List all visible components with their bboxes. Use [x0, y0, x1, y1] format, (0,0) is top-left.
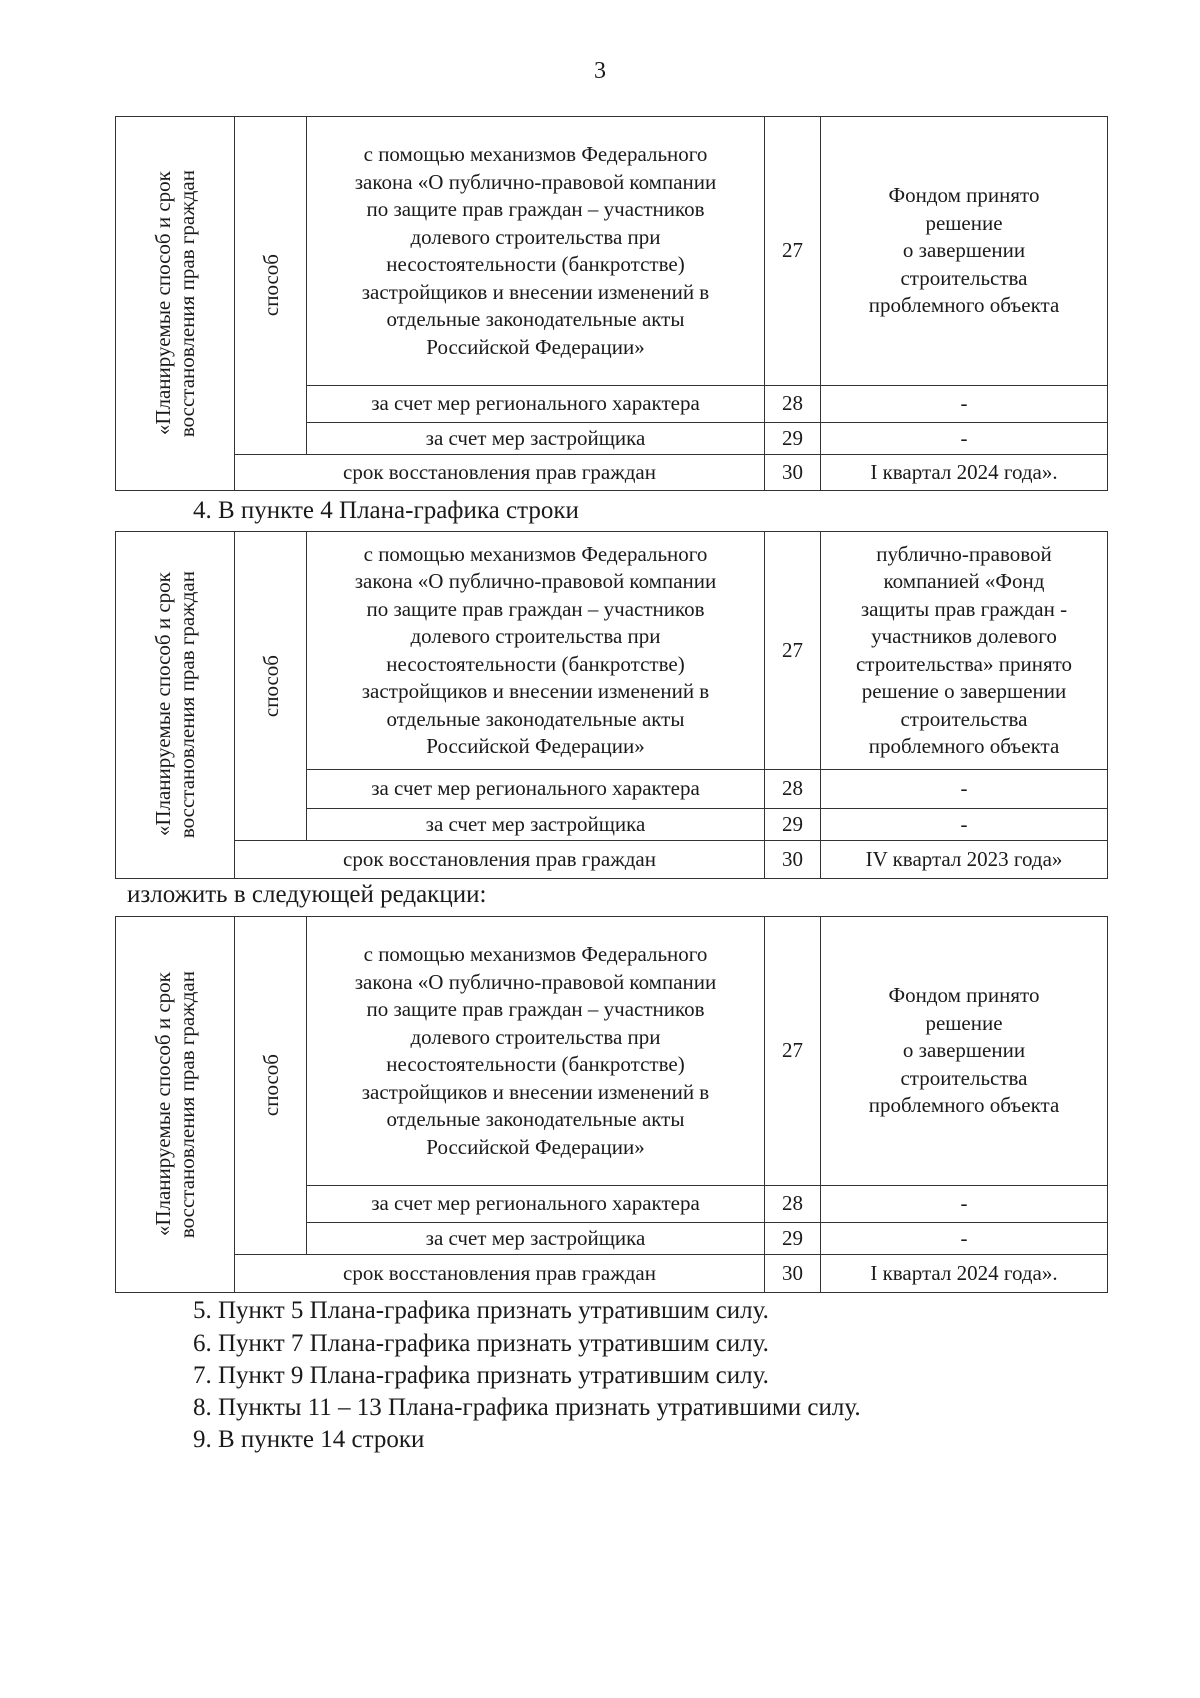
table-row [116, 455, 1108, 491]
row-description: за счет мер застройщика [307, 809, 765, 841]
paragraph-edit-instruction: изложить в следующей редакции: [127, 881, 487, 908]
row-value: I квартал 2024 года». [821, 1255, 1108, 1293]
row-description: за счет мер застройщика [307, 1223, 765, 1255]
row-description: с помощью механизмов Федерального закона «О публично-правовой компании по защите прав граждан – участников долевого строительства при несостоятельности (банкротстве) застройщиков и внесении изменений в отдельные законодательные акты Российской Федерации» [307, 917, 765, 1186]
subgroup-label-cell [235, 917, 307, 1255]
row-value: Фондом принято решение о завершении строительства проблемного объекта [821, 117, 1108, 386]
row-number: 30 [765, 1255, 821, 1293]
row-number: 27 [765, 917, 821, 1186]
paragraph-item-7: 7. Пункт 9 Плана-графика признать утратившим силу. [193, 1362, 769, 1389]
table-row [116, 1255, 1108, 1293]
row-number: 29 [765, 423, 821, 455]
row-description: за счет мер застройщика [307, 423, 765, 455]
row-number: 29 [765, 809, 821, 841]
row-number: 28 [765, 386, 821, 423]
row-description: за счет мер регионального характера [307, 1186, 765, 1223]
group-label-cell [116, 917, 235, 1293]
row-value: публично-правовой компанией «Фонд защиты прав граждан - участников долевого строительства» принято решение о завершении строительства проблемного объекта [821, 532, 1108, 770]
paragraph-item-8: 8. Пункты 11 – 13 Плана-графика признать утратившими силу. [193, 1394, 861, 1421]
row-value: Фондом принято решение о завершении строительства проблемного объекта [821, 917, 1108, 1186]
row-value: - [821, 809, 1108, 841]
row-value: - [821, 423, 1108, 455]
schedule-table-item-4-current [115, 531, 1108, 879]
paragraph-item-6: 6. Пункт 7 Плана-графика признать утратившим силу. [193, 1330, 769, 1357]
paragraph-item-4: 4. В пункте 4 Плана-графика строки [193, 497, 579, 524]
row-description: с помощью механизмов Федерального закона «О публично-правовой компании по защите прав граждан – участников долевого строительства при несостоятельности (банкротстве) застройщиков и внесении изменений в отдельные законодательные акты Российской Федерации» [307, 117, 765, 386]
group-label: «Планируемые способ и срок восстановления прав граждан [151, 571, 199, 839]
row-number: 28 [765, 1186, 821, 1223]
row-value: - [821, 1186, 1108, 1223]
group-label-cell [116, 532, 235, 879]
table-row [116, 841, 1108, 879]
subgroup-label-cell [235, 532, 307, 841]
row-number: 30 [765, 455, 821, 491]
row-description: за счет мер регионального характера [307, 386, 765, 423]
paragraph-item-9: 9. В пункте 14 строки [193, 1426, 425, 1453]
row-value: I квартал 2024 года». [821, 455, 1108, 491]
row-number: 28 [765, 770, 821, 809]
row-value: - [821, 386, 1108, 423]
schedule-table-old-continued [115, 116, 1108, 491]
table-row [116, 117, 1108, 386]
row-value: IV квартал 2023 года» [821, 841, 1108, 879]
row-value: - [821, 1223, 1108, 1255]
schedule-table-item-4-new [115, 916, 1108, 1293]
row-description: срок восстановления прав граждан [235, 1255, 765, 1293]
page-number: 3 [594, 58, 606, 84]
row-description: срок восстановления прав граждан [235, 455, 765, 491]
subgroup-label: способ [258, 654, 283, 718]
table-row [116, 917, 1108, 1186]
group-label-cell [116, 117, 235, 491]
row-description: за счет мер регионального характера [307, 770, 765, 809]
row-number: 30 [765, 841, 821, 879]
row-value: - [821, 770, 1108, 809]
group-label: «Планируемые способ и срок восстановления прав граждан [151, 169, 199, 438]
row-description: срок восстановления прав граждан [235, 841, 765, 879]
paragraph-item-5: 5. Пункт 5 Плана-графика признать утратившим силу. [193, 1297, 769, 1324]
row-number: 27 [765, 117, 821, 386]
subgroup-label: способ [258, 254, 283, 317]
table-row [116, 532, 1108, 770]
row-number: 27 [765, 532, 821, 770]
subgroup-label-cell [235, 117, 307, 455]
row-number: 29 [765, 1223, 821, 1255]
subgroup-label: способ [258, 1054, 283, 1117]
group-label: «Планируемые способ и срок восстановления прав граждан [151, 970, 199, 1239]
row-description: с помощью механизмов Федерального закона «О публично-правовой компании по защите прав граждан – участников долевого строительства при несостоятельности (банкротстве) застройщиков и внесении изменений в отдельные законодательные акты Российской Федерации» [307, 532, 765, 770]
